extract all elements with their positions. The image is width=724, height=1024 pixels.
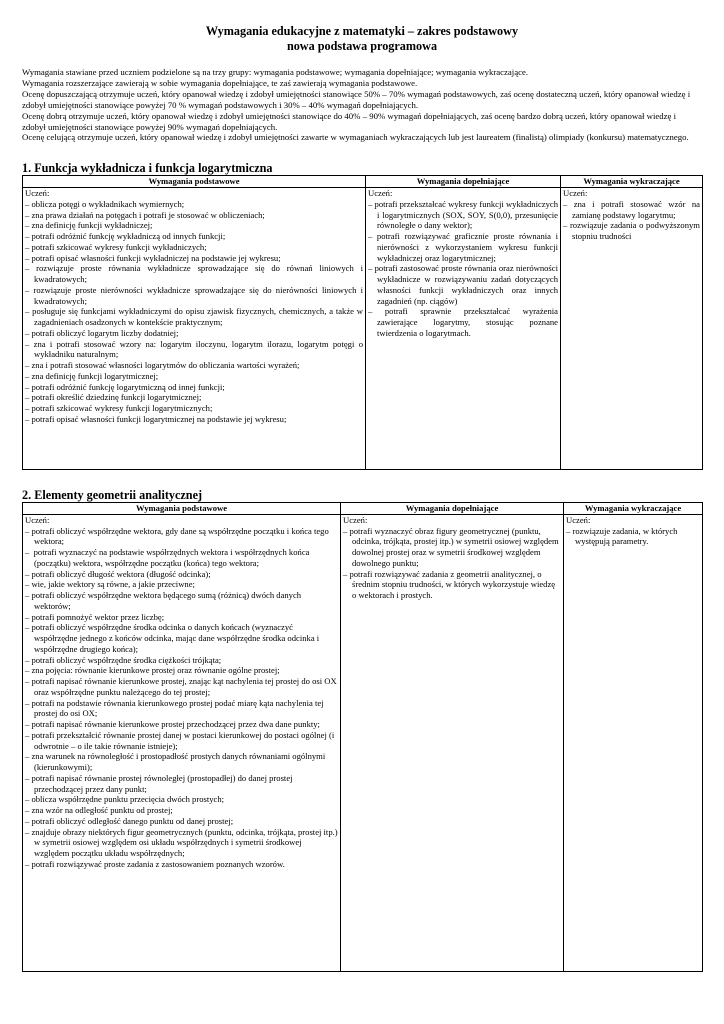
supplementary-requirements-cell xyxy=(366,188,561,470)
header-basic: Wymagania podstawowe xyxy=(23,176,366,188)
section-2-table xyxy=(22,502,703,972)
list-item: – potrafi obliczyć odległość danego punktu od danej prostej; xyxy=(25,816,338,827)
list-item: – potrafi przekształcać wykresy funkcji wykładniczych i logarytmicznych (SOX, SOY, S(0,0), przesunięcie równoległe o dany wektor); xyxy=(368,199,558,231)
student-label: Uczeń: xyxy=(25,188,50,199)
list-item: – potrafi obliczyć współrzędne wektora, gdy dane są współrzędne początku i końca tego wektora; xyxy=(25,526,338,548)
list-item: – potrafi sprawnie przekształcać wyrażenia zawierające logarytmy, stosując poznane twierdzenia o logarytmach. xyxy=(368,306,558,338)
list-item: – potrafi przekształcić równanie prostej danej w postaci kierunkowej do postaci ogólnej (i odwrotnie – o ile takie równanie istnieje); xyxy=(25,730,338,752)
list-item: – potrafi obliczyć długość wektora (długość odcinka); xyxy=(25,569,338,580)
section-1-title: 1. Funkcja wykładnicza i funkcja logarytmiczna xyxy=(22,161,273,176)
list-item: – zna prawa działań na potęgach i potrafi je stosować w obliczeniach; xyxy=(25,210,363,221)
basic-requirements-cell xyxy=(23,188,366,470)
table-row xyxy=(23,514,703,971)
list-item: – potrafi rozwiązywać graficznie proste równania i nierówności z wykorzystaniem wykresu funkcji wykładniczej oraz logarytmicznej; xyxy=(368,231,558,263)
document-page xyxy=(22,24,702,972)
supplementary-requirements-list xyxy=(368,199,558,339)
list-item: – potrafi opisać własności funkcji logarytmicznej na podstawie jej wykresu; xyxy=(25,414,363,425)
intro-paragraph: Wymagania stawiane przed uczniem podzielone są na trzy grupy: wymagania podstawowe; wymagania dopełniające; wymagania wykraczające. xyxy=(22,67,529,77)
student-label: Uczeń: xyxy=(343,514,368,525)
title-line-2: nowa podstawa programowa xyxy=(286,39,438,53)
list-item: – posługuje się funkcjami wykładniczymi do opisu zjawisk fizycznych, chemicznych, a także w zagadnieniach osadzonych w kontekście praktycznym; xyxy=(25,306,363,328)
list-item: – potrafi obliczyć współrzędne środka odcinka o danych końcach (wyznaczyć współrzędne jednego z końców odcinka, mając dane współrzędne środka odcinka i współrzędne drugiego końca); xyxy=(25,622,338,654)
intro-text xyxy=(22,67,702,143)
advanced-requirements-cell xyxy=(561,188,703,470)
header-basic: Wymagania podstawowe xyxy=(23,503,341,515)
student-label: Uczeń: xyxy=(25,514,50,525)
list-item: – zna warunek na równoległość i prostopadłość prostych danych równaniami ogólnymi (kierunkowymi); xyxy=(25,751,338,773)
list-item: – potrafi pomnożyć wektor przez liczbę; xyxy=(25,612,338,623)
list-item: – wie, jakie wektory są równe, a jakie przeciwne; xyxy=(25,579,338,590)
list-item: – potrafi szkicować wykresy funkcji wykładniczych; xyxy=(25,242,363,253)
advanced-requirements-list xyxy=(566,526,700,548)
list-item: – zna pojęcia: równanie kierunkowe prostej oraz równanie ogólne prostej; xyxy=(25,665,338,676)
list-item: – potrafi na podstawie równania kierunkowego prostej podać miarę kąta nachylenia tej prostej do osi OX; xyxy=(25,698,338,720)
supplementary-requirements-cell xyxy=(341,514,564,971)
student-label: Uczeń: xyxy=(563,188,588,199)
advanced-requirements-cell xyxy=(564,514,703,971)
section-2-title: 2. Elementy geometrii analitycznej xyxy=(22,488,203,503)
header-supplementary: Wymagania dopełniające xyxy=(341,503,564,515)
list-item: – potrafi napisać równanie kierunkowe prostej przechodzącej przez dwa dane punkty; xyxy=(25,719,338,730)
intro-paragraph: Ocenę dopuszczającą otrzymuje uczeń, który opanował wiedzę i zdobył umiejętności stanowiące 50% – 70% wymagań podstawowych, zaś ocenę dostateczną uczeń, który opanował wiedzę i zdobył umiejętności stanowiące powyżej 70 % wymagań podstawowych i 30% – 40% wymagań dopełniających. xyxy=(22,88,691,110)
list-item: – rozwiązuje zadania, w których występują parametry. xyxy=(566,526,700,548)
list-item: – potrafi rozwiązywać proste zadania z zastosowaniem poznanych wzorów. xyxy=(25,859,338,870)
list-item: – zna definicję funkcji wykładniczej; xyxy=(25,220,363,231)
list-item: – potrafi obliczyć logarytm liczby dodatniej; xyxy=(25,328,363,339)
list-item: – zna wzór na odległość punktu od prostej; xyxy=(25,805,338,816)
list-item: – zna i potrafi stosować wzory na: logarytm iloczynu, logarytm ilorazu, logarytm potęgi o wykładniku naturalnym; xyxy=(25,339,363,361)
intro-paragraph: Ocenę dobrą otrzymuje uczeń, który opanował wiedzę i zdobył umiejętności stanowiące do 40% – 90% wymagań dopełniających, zaś ocenę bardzo dobrą uczeń, który opanował wiedzę i zdobył umiejętności stanowiące powyżej 90% wymagań dopełniających. xyxy=(22,110,677,132)
table-row xyxy=(23,188,703,470)
intro-paragraph: Wymagania rozszerzające zawierają w sobie wymagania dopełniające, te zaś zawierają wymagania podstawowe. xyxy=(22,77,418,88)
list-item: – potrafi określić dziedzinę funkcji logarytmicznej; xyxy=(25,392,363,403)
list-item: – potrafi odróżnić funkcję logarytmiczną od innej funkcji; xyxy=(25,382,363,393)
list-item: – potrafi zastosować proste równania oraz nierówności wykładnicze w rozwiązywaniu zadań dotyczących własności funkcji wykładniczych oraz innych zagadnień (np. ciągów) xyxy=(368,263,558,306)
list-item: – potrafi szkicować wykresy funkcji logarytmicznych; xyxy=(25,403,363,414)
advanced-requirements-list xyxy=(563,199,700,242)
student-label: Uczeń: xyxy=(566,514,591,525)
list-item: – rozwiązuje proste nierówności wykładnicze sprowadzające się do nierówności liniowych i kwadratowych; xyxy=(25,285,363,307)
header-supplementary: Wymagania dopełniające xyxy=(366,176,561,188)
list-item: – oblicza potęgi o wykładnikach wymiernych; xyxy=(25,199,363,210)
supplementary-requirements-list xyxy=(343,526,561,601)
list-item: – potrafi wyznaczyć na podstawie współrzędnych wektora i współrzędnych końca (początku) wektora, współrzędne początku (końca) tego wektora; xyxy=(25,547,338,569)
header-advanced: Wymagania wykraczające xyxy=(564,503,703,515)
list-item: – zna definicję funkcji logarytmicznej; xyxy=(25,371,363,382)
list-item: – potrafi obliczyć współrzędne środka ciężkości trójkąta; xyxy=(25,655,338,666)
table-header-row xyxy=(23,176,703,188)
intro-paragraph: Ocenę celującą otrzymuje uczeń, który opanował wiedzę i zdobył umiejętności zawarte w wymaganiach wykraczających lub jest laureatem (finalistą) olimpiady (konkursu) matematycznego. xyxy=(22,132,689,143)
basic-requirements-list xyxy=(25,526,338,870)
list-item: – potrafi opisać własności funkcji wykładniczej na podstawie jej wykresu; xyxy=(25,253,363,264)
document-title xyxy=(22,24,702,54)
list-item: – zna i potrafi stosować wzór na zamianę podstawy logarytmu; xyxy=(563,199,700,221)
title-line-1: Wymagania edukacyjne z matematyki – zakres podstawowy xyxy=(205,24,519,38)
list-item: – znajduje obrazy niektórych figur geometrycznych (punktu, odcinka, trójkąta, prostej itp.) w symetrii osiowej względem osi układu współrzędnych i symetrii środkowej względem początku układu współrzędnych; xyxy=(25,827,338,859)
list-item: – potrafi rozwiązywać zadania z geometrii analitycznej, o średnim stopniu trudności, w których wykorzystuje wiedzę o wektorach i prostych. xyxy=(343,569,561,601)
basic-requirements-list xyxy=(25,199,363,425)
list-item: – rozwiązuje proste równania wykładnicze sprowadzające się do równań liniowych i kwadratowych; xyxy=(25,263,363,285)
list-item: – oblicza współrzędne punktu przecięcia dwóch prostych; xyxy=(25,794,338,805)
list-item: – potrafi napisać równanie kierunkowe prostej, znając kąt nachylenia tej prostej do osi OX oraz współrzędne punktu należącego do tej prostej; xyxy=(25,676,338,698)
list-item: – potrafi wyznaczyć obraz figury geometrycznej (punktu, odcinka, trójkąta, prostej itp.) w symetrii osiowej względem dowolnej prostej oraz w symetrii środkowej względem dowolnego punktu; xyxy=(343,526,561,569)
section-1-table xyxy=(22,175,703,470)
list-item: – rozwiązuje zadania o podwyższonym stopniu trudności xyxy=(563,220,700,242)
table-header-row xyxy=(23,503,703,515)
header-advanced: Wymagania wykraczające xyxy=(561,176,703,188)
student-label: Uczeń: xyxy=(368,188,393,199)
list-item: – potrafi napisać równanie prostej równoległej (prostopadłej) do danej prostej przechodzącej przez dany punkt; xyxy=(25,773,338,795)
list-item: – potrafi odróżnić funkcję wykładniczą od innych funkcji; xyxy=(25,231,363,242)
list-item: – zna i potrafi stosować własności logarytmów do obliczania wartości wyrażeń; xyxy=(25,360,363,371)
list-item: – potrafi obliczyć współrzędne wektora będącego sumą (różnicą) dwóch danych wektorów; xyxy=(25,590,338,612)
basic-requirements-cell xyxy=(23,514,341,971)
